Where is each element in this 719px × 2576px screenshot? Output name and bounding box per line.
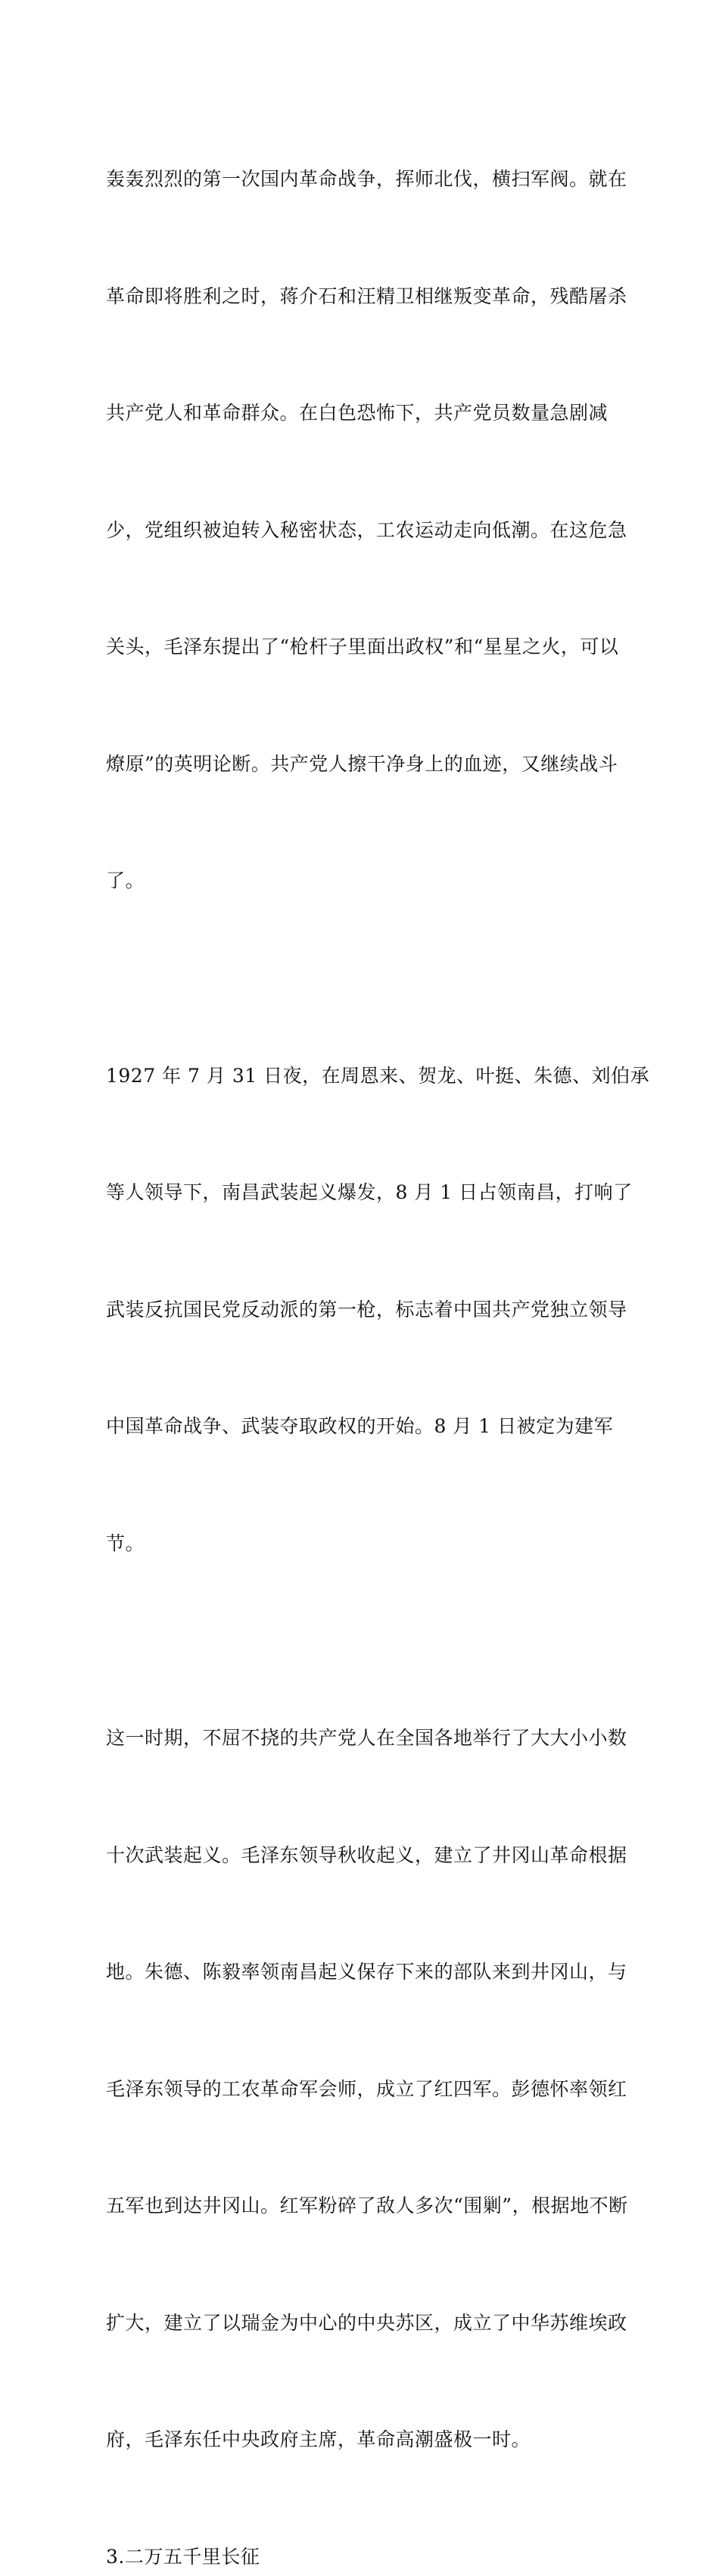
text-line: 武装反抗国民党反动派的第一枪，标志着中国共产党独立领导 (106, 1290, 621, 1330)
text-line: 这一时期，不屈不挠的共产党人在全国各地举行了大大小小数 (106, 1719, 621, 1758)
text-line: 十次武装起义。毛泽东领导秋收起义，建立了井冈山革命根据 (106, 1836, 621, 1875)
document-body (106, 82, 621, 2576)
text-line: 等人领导下，南昌武装起义爆发，8 月 1 日占领南昌，打响了 (106, 1173, 621, 1212)
paragraph-armed-uprisings (106, 1641, 621, 2537)
text-line: 了。 (106, 861, 621, 901)
text-line: 轰轰烈烈的第一次国内革命战争，挥师北伐，横扫军阀。就在 (106, 160, 621, 199)
text-line: 少，党组织被迫转入秘密状态，工农运动走向低潮。在这危急 (106, 511, 621, 550)
text-line: 中国革命战争、武装夺取政权的开始。8 月 1 日被定为建军 (106, 1407, 621, 1446)
text-line: 地。朱德、陈毅率领南昌起义保存下来的部队来到井冈山，与 (106, 1952, 621, 1992)
document-page (0, 0, 719, 930)
text-line: 扩大，建立了以瑞金为中心的中央苏区，成立了中华苏维埃政 (106, 2304, 621, 2343)
paragraph-first-revolutionary-war (106, 82, 621, 978)
paragraph-nanchang-uprising (106, 978, 621, 1641)
text-line: 五军也到达井冈山。红军粉碎了敌人多次“围剿”，根据地不断 (106, 2186, 621, 2226)
text-line: 革命即将胜利之时，蒋介石和汪精卫相继叛变革命，残酷屠杀 (106, 277, 621, 316)
text-line: 毛泽东领导的工农革命军会师，成立了红四军。彭德怀率领红 (106, 2070, 621, 2109)
section-heading: 3.二万五千里长征 (106, 2537, 621, 2576)
text-line: 1927 年 7 月 31 日夜，在周恩来、贺龙、叶挺、朱德、刘伯承 (106, 1056, 621, 1096)
text-line: 关头，毛泽东提出了“枪杆子里面出政权”和“星星之火，可以 (106, 627, 621, 667)
text-line: 府，毛泽东任中央政府主席，革命高潮盛极一时。 (106, 2420, 621, 2459)
text-line: 共产党人和革命群众。在白色恐怖下，共产党员数量急剧减 (106, 394, 621, 433)
text-line: 节。 (106, 1524, 621, 1563)
text-line: 燎原”的英明论断。共产党人擦干净身上的血迹，又继续战斗 (106, 745, 621, 784)
